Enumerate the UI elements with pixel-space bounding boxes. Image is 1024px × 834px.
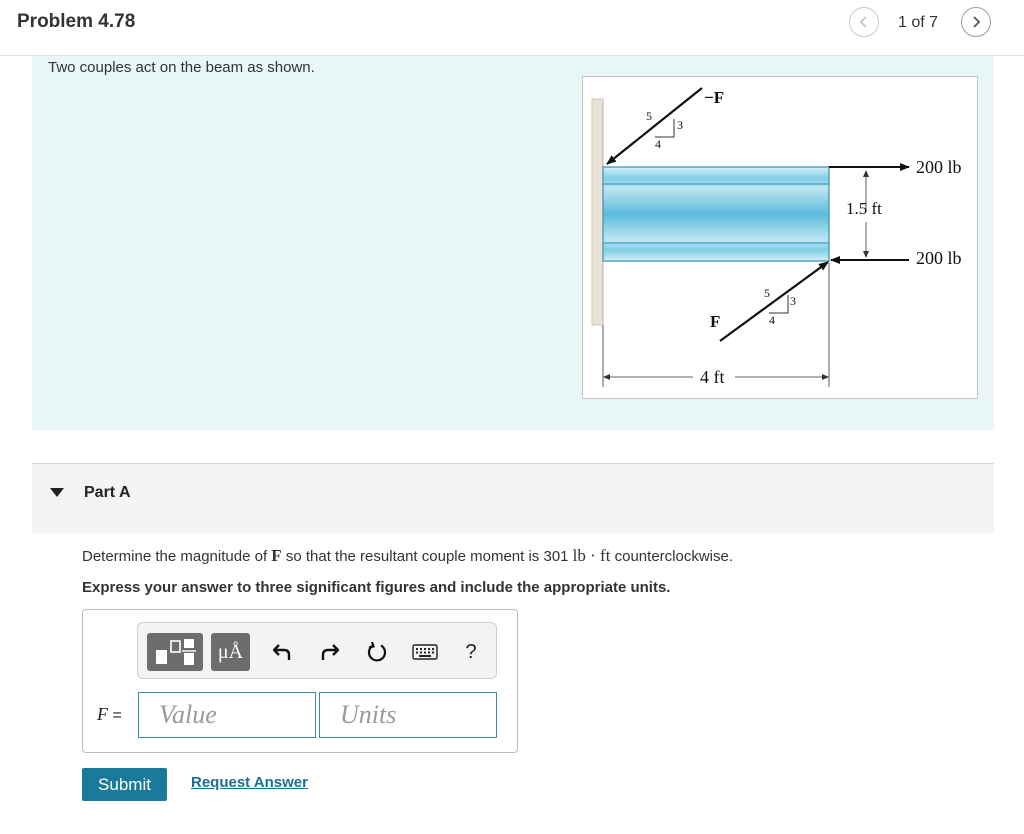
top-triangle-vert: 3: [677, 118, 683, 132]
beam-diagram: [583, 77, 977, 398]
chevron-left-icon: [858, 15, 870, 29]
request-answer-link[interactable]: Request Answer: [191, 774, 308, 791]
top-force-arrow: [607, 88, 702, 164]
length-dimension-label: 4 ft: [700, 367, 725, 387]
keyboard-button[interactable]: [410, 637, 440, 667]
question-text: [82, 546, 733, 566]
templates-icon: [153, 637, 197, 667]
bottom-force-arrow: [720, 262, 828, 341]
bottom-triangle-hyp: 5: [764, 286, 770, 300]
answer-equals: =: [108, 707, 122, 724]
templates-button[interactable]: [147, 633, 203, 671]
reset-button[interactable]: [362, 637, 392, 667]
question-suffix: counterclockwise.: [610, 548, 734, 565]
top-triangle-horiz: 4: [655, 137, 661, 151]
right-top-force-label: 200 lb: [916, 157, 962, 177]
keyboard-icon: [412, 644, 438, 660]
right-bottom-force-label: 200 lb: [916, 248, 962, 268]
caret-down-icon[interactable]: [50, 488, 64, 497]
help-button[interactable]: ?: [465, 640, 477, 663]
page-indicator: 1 of 7: [898, 14, 939, 31]
problem-intro: Two couples act on the beam as shown.: [48, 59, 315, 76]
bottom-triangle-vert: 3: [790, 294, 796, 308]
bottom-triangle-horiz: 4: [769, 313, 775, 327]
beam: [603, 167, 829, 261]
prev-problem-button[interactable]: [849, 7, 879, 37]
math-toolbar: [137, 622, 497, 679]
redo-icon: [319, 643, 339, 661]
question-variable: F: [271, 546, 282, 565]
question-prefix: Determine the magnitude of: [82, 548, 272, 565]
undo-icon: [273, 643, 293, 661]
redo-button[interactable]: [314, 637, 344, 667]
reset-icon: [366, 641, 388, 663]
units-input[interactable]: [319, 692, 497, 738]
answer-variable-label: [97, 704, 122, 725]
question-units: lb · ft: [572, 546, 611, 565]
chevron-right-icon: [970, 15, 982, 29]
question-middle: so that the resultant couple moment is 301: [281, 548, 573, 565]
top-force-label: −F: [704, 88, 725, 107]
beam-figure: [582, 76, 978, 399]
submit-button[interactable]: Submit: [82, 768, 167, 801]
part-a-header[interactable]: [32, 463, 994, 533]
answer-box: [82, 609, 518, 753]
undo-button[interactable]: [268, 637, 298, 667]
answer-variable: F: [97, 704, 108, 724]
next-problem-button[interactable]: [961, 7, 991, 37]
problem-title: Problem 4.78: [17, 11, 136, 32]
value-input[interactable]: [138, 692, 316, 738]
top-triangle-hyp: 5: [646, 109, 652, 123]
units-symbol: μÅ: [217, 640, 244, 663]
bottom-force-label: F: [710, 312, 721, 331]
problem-panel: [32, 56, 994, 430]
part-label: Part A: [84, 484, 131, 501]
spacing-dimension-label: 1.5 ft: [846, 199, 882, 218]
header-bar: [0, 0, 1024, 56]
units-button[interactable]: [211, 633, 250, 671]
instruction-text: Express your answer to three significant figures and include the appropriate units.: [82, 579, 671, 596]
wall-support: [592, 99, 603, 325]
